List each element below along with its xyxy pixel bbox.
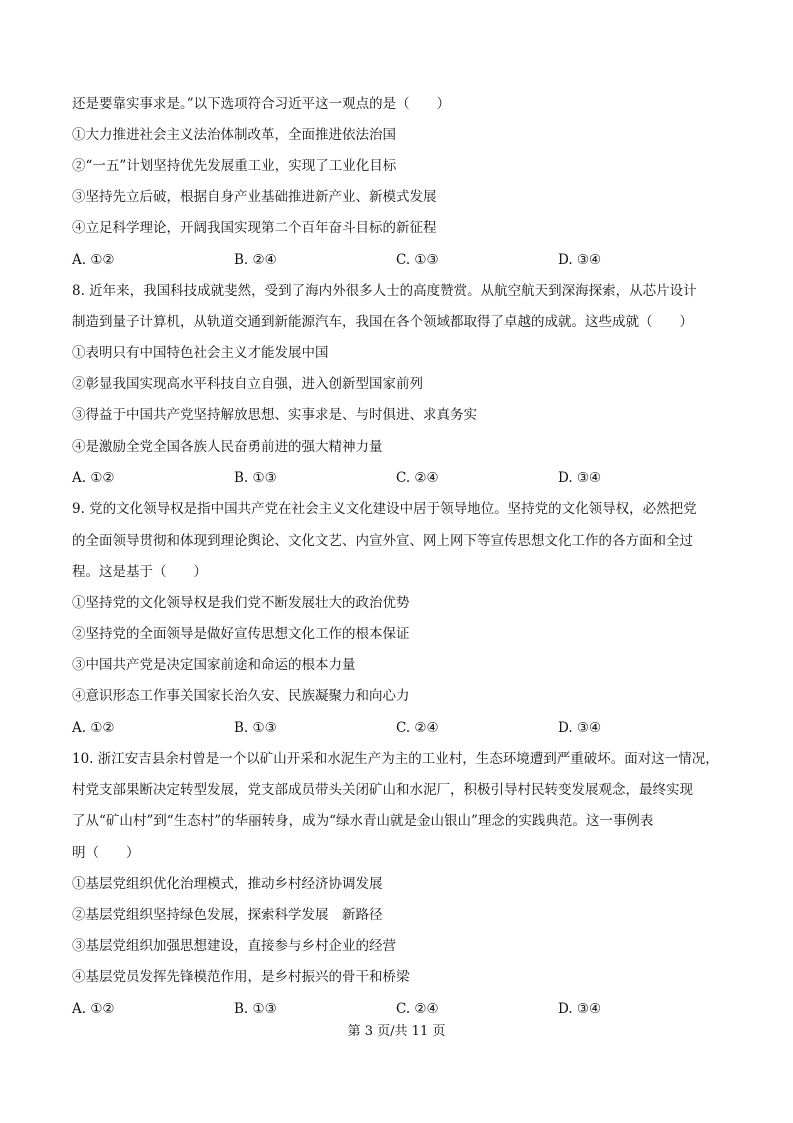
q9-option-d: D. ③④	[558, 720, 602, 736]
q7-option-c: C. ①③	[396, 252, 439, 268]
q10-stem-line-4: 明（ ）	[72, 845, 140, 861]
q10-item-2: ②基层党组织坚持绿色发展，探索科学发展 新路径	[72, 907, 383, 923]
page-footer: 第 3 页/共 11 页	[347, 1024, 446, 1039]
q7-option-d: D. ③④	[558, 252, 602, 268]
q9-option-b: B. ①③	[234, 720, 277, 736]
q10-item-4: ④基层党员发挥先锋模范作用，是乡村振兴的骨干和桥梁	[72, 969, 410, 985]
q9-option-a: A. ①②	[72, 720, 115, 736]
q9-option-c: C. ②④	[396, 720, 439, 736]
q10-item-1: ①基层党组织优化治理模式，推动乡村经济协调发展	[72, 876, 383, 892]
q10-options	[72, 1000, 732, 1018]
q10-option-d: D. ③④	[558, 1001, 602, 1017]
q9-item-4: ④意识形态工作事关国家长治久安、民族凝聚力和向心力	[72, 688, 410, 704]
q7-item-3: ③坚持先立后破，根据自身产业基础推进新产业、新模式发展	[72, 189, 437, 205]
q9-stem-line-3: 程。这是基于（ ）	[72, 564, 207, 580]
q8-option-d: D. ③④	[558, 470, 602, 486]
q8-option-c: C. ②④	[396, 470, 439, 486]
q7-option-b: B. ②④	[234, 252, 277, 268]
q8-item-1: ①表明只有中国特色社会主义才能发展中国	[72, 345, 329, 361]
q10-option-c: C. ②④	[396, 1001, 439, 1017]
q9-options	[72, 719, 732, 737]
q8-option-a: A. ①②	[72, 470, 115, 486]
q7-stem-line: 还是要靠实事求是。”以下选项符合习近平这一观点的是（ ）	[72, 96, 451, 112]
q8-option-b: B. ①③	[234, 470, 277, 486]
q9-item-2: ②坚持党的全面领导是做好宣传思想文化工作的根本保证	[72, 626, 410, 642]
q9-stem-line-2: 的全面领导贯彻和体现到理论舆论、文化文艺、内宣外宣、网上网下等宣传思想文化工作的各方面和全过	[72, 533, 693, 549]
q10-option-b: B. ①③	[234, 1001, 277, 1017]
q7-option-a: A. ①②	[72, 252, 115, 268]
q9-stem-line-1: 9. 党的文化领导权是指中国共产党在社会主义文化建设中居于领导地位。坚持党的文化领导权，必然把党	[72, 501, 697, 517]
q9-item-3: ③中国共产党是决定国家前途和命运的根本力量	[72, 657, 356, 673]
q9-item-1: ①坚持党的文化领导权是我们党不断发展壮大的政治优势	[72, 595, 410, 611]
q7-options	[72, 251, 732, 269]
q7-item-1: ①大力推进社会主义法治体制改革，全面推进依法治国	[72, 127, 396, 143]
q10-stem-line-3: 了从“矿山村”到“生态村”的华丽转身，成为“绿水青山就是金山银山”理念的实践典范。这一事例表	[72, 813, 654, 829]
q7-item-4: ④立足科学理论，开阔我国实现第二个百年奋斗目标的新征程	[72, 220, 437, 236]
q8-item-2: ②彰显我国实现高水平科技自立自强，进入创新型国家前列	[72, 376, 423, 392]
q8-item-4: ④是激励全党全国各族人民奋勇前进的强大精神力量	[72, 439, 383, 455]
q7-item-2: ②“一五”计划坚持优先发展重工业，实现了工业化目标	[72, 158, 397, 174]
q10-option-a: A. ①②	[72, 1001, 115, 1017]
q8-stem-line-1: 8. 近年来，我国科技成就斐然，受到了海内外很多人士的高度赞赏。从航空航天到深海探索，从芯片设计	[72, 283, 697, 299]
q10-stem-line-1: 10. 浙江安吉县余村曾是一个以矿山开采和水泥生产为主的工业村，生态环境遭到严重破坏。面对这一情况，	[72, 751, 719, 767]
q8-stem-line-2: 制造到量子计算机，从轨道交通到新能源汽车，我国在各个领域都取得了卓越的成就。这些成就（ ）	[72, 314, 693, 330]
q8-item-3: ③得益于中国共产党坚持解放思想、实事求是、与时俱进、求真务实	[72, 407, 477, 423]
q10-stem-line-2: 村党支部果断决定转型发展，党支部成员带头关闭矿山和水泥厂，积极引导村民转变发展观念，最终实现	[72, 782, 693, 798]
q8-options	[72, 469, 732, 487]
q10-item-3: ③基层党组织加强思想建设，直接参与乡村企业的经营	[72, 938, 396, 954]
